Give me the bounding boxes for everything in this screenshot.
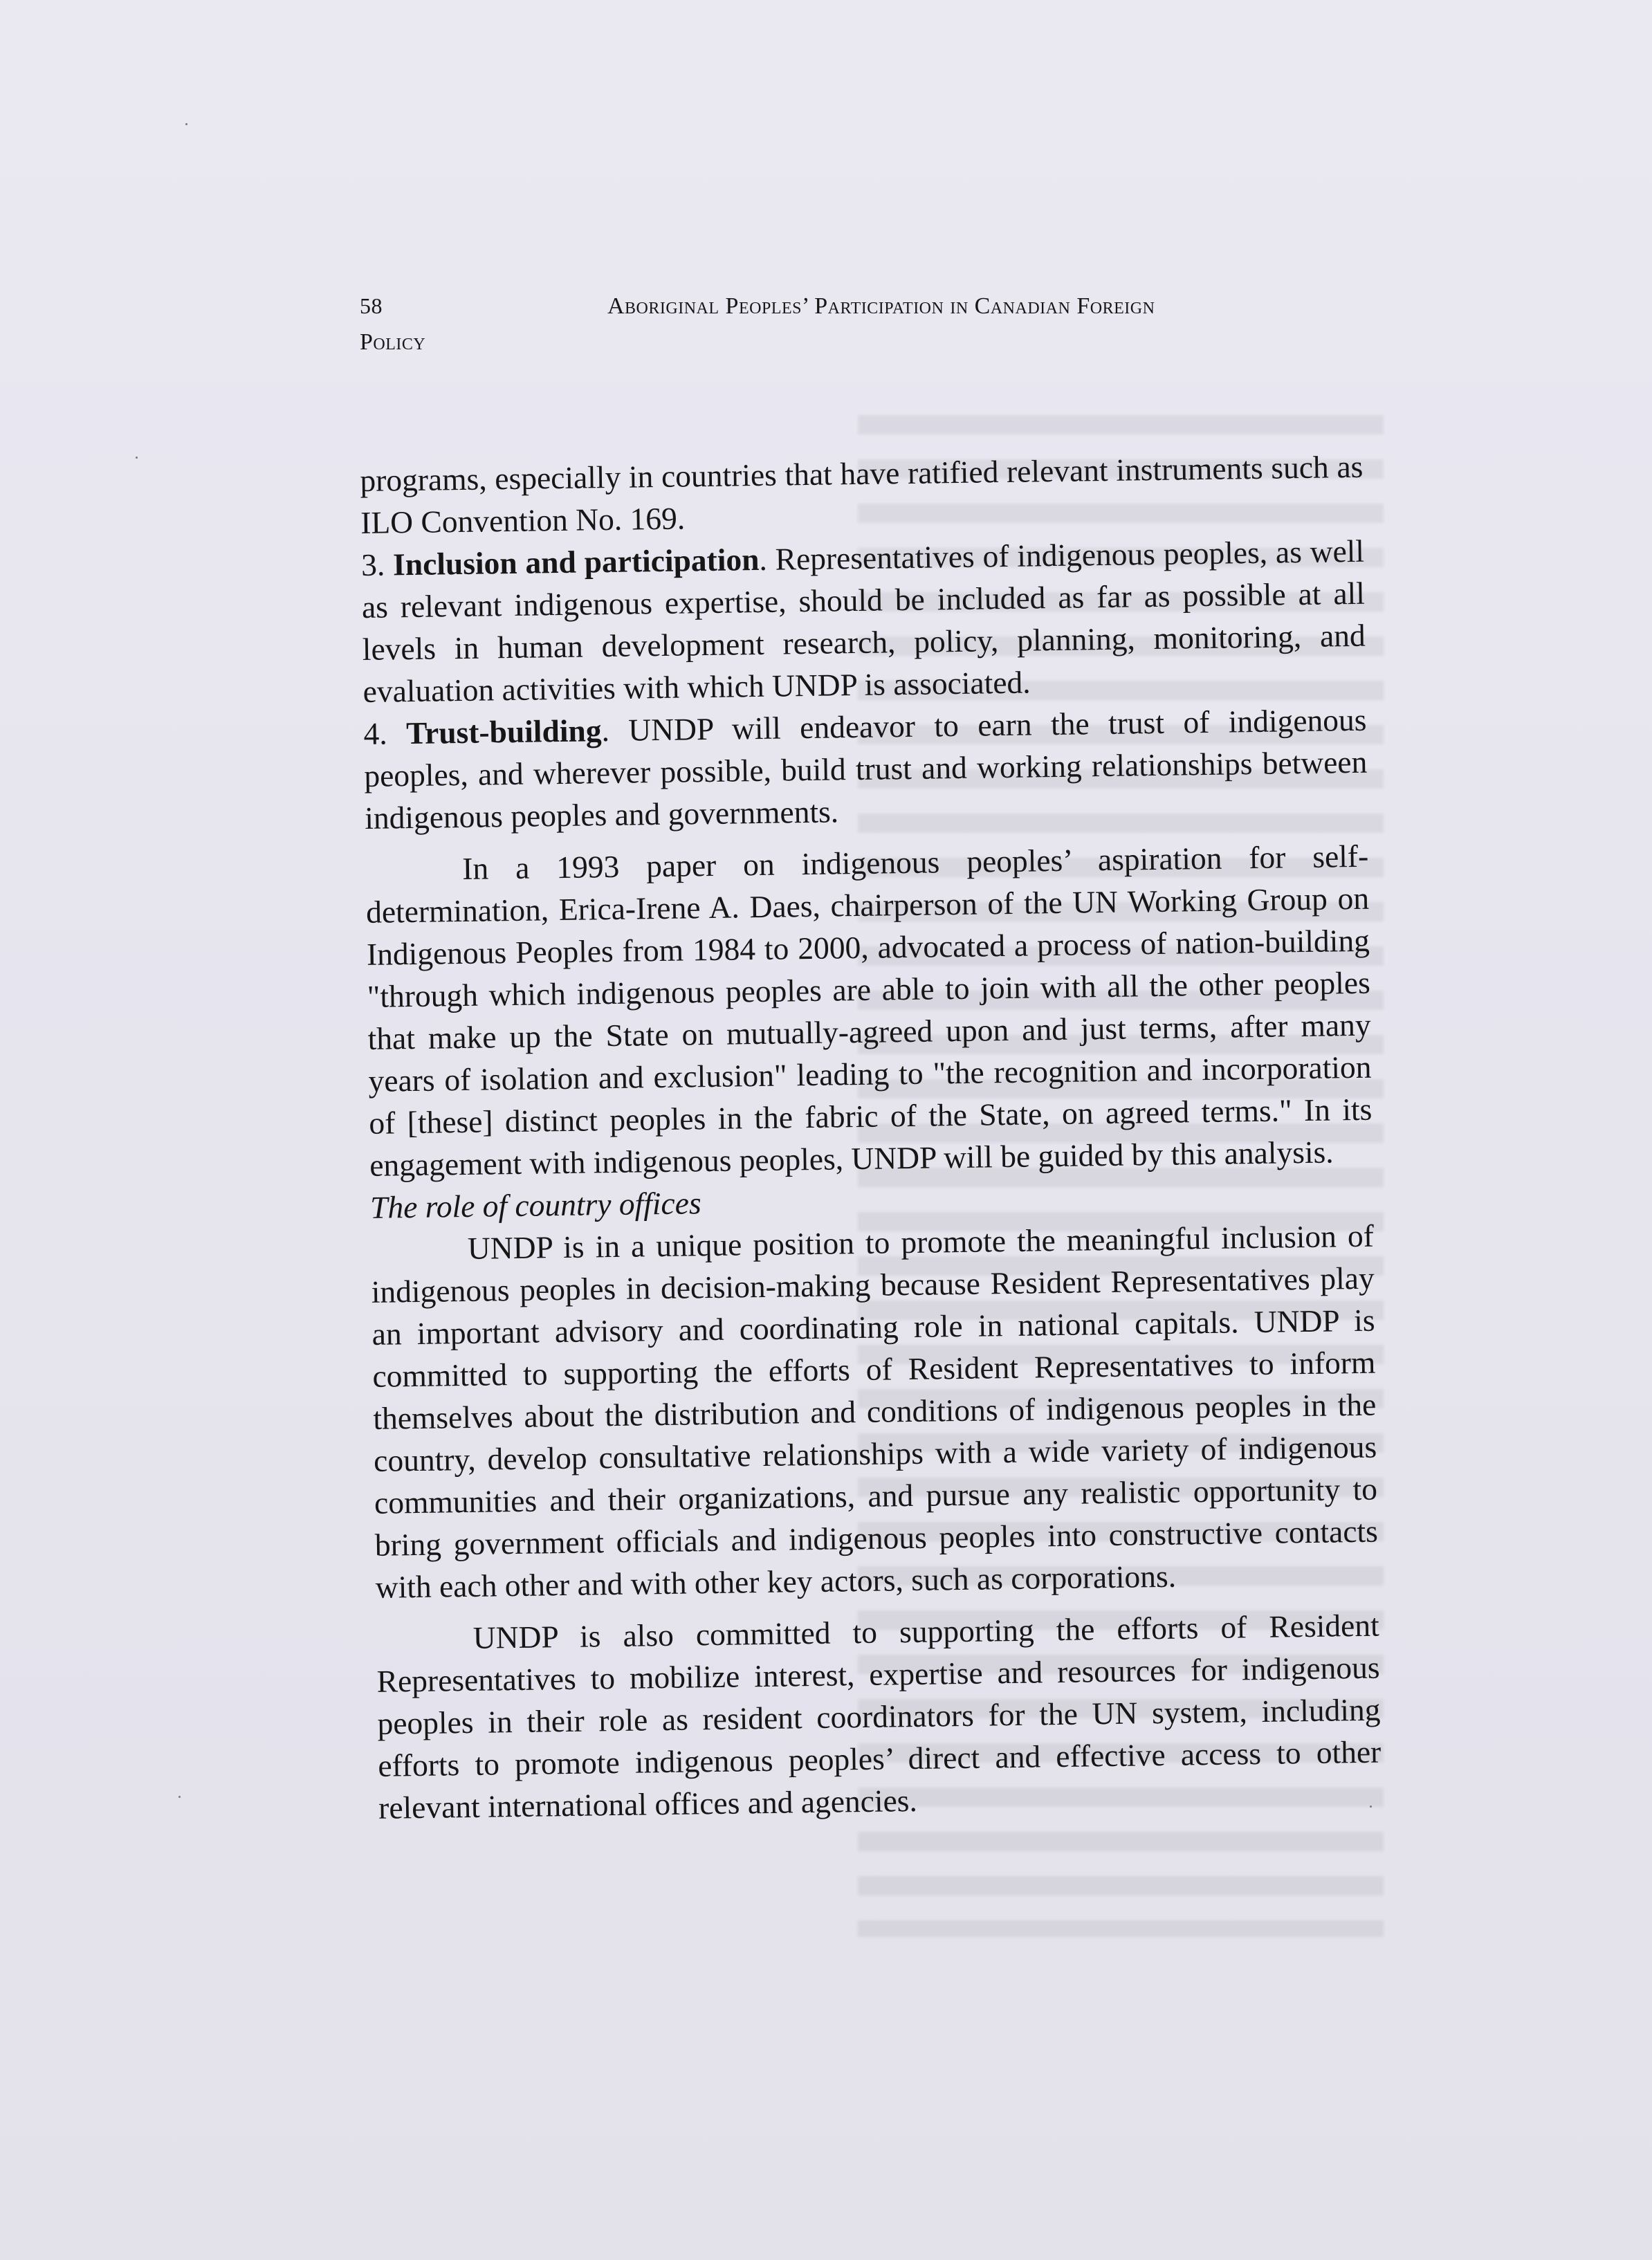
paragraph-country-offices: UNDP is in a unique position to promote the meaningful inclusion of indigenous peoples in decision-making because Resident Representatives play an important advisory and coordinating role in national capitals. UNDP is committed to supporting the efforts of Resident Representatives to inform themselves about the distribution and conditions of indigenous peoples in the country, develop consultative relationships with a wide variety of indigenous communities and their organizations, and pursue any realistic opportunity to bring government officials and indigenous peoples into constructive contacts with each other and with other key actors, such as corporations. (371, 1218, 1379, 1605)
list-number: 4. (363, 715, 388, 751)
paragraph-daes: In a 1993 paper on indigenous peoples’ aspiration for self-determination, Erica-Irene A. Daes, chairperson of the UN Working Group on Indigenous Peoples from 1984 to 2000, advocated a process of nation-building "through which indigenous peoples are able to join with all the other peoples that make up the State on mutually-agreed upon and just terms, after many years of isolation and exclusion" leading to "the recognition and incorporation of [these] distinct peoples in the fabric of the State, on agreed terms." In its engagement with indigenous peoples, UNDP will be guided by this analysis. (365, 838, 1373, 1183)
running-title-continuation: Policy (360, 329, 426, 355)
list-item-text: . Representatives of indigenous peoples, as well as relevant indigenous expertise, should be included as far as possible at all levels in human development research, policy, planning, monitoring, and evaluation activities with which UNDP is associated. (361, 533, 1366, 709)
paragraph-programs: programs, especially in countries that have ratified relevant instruments such as ILO Convention No. 169. (360, 448, 1364, 540)
list-item-text: . UNDP will endeavor to earn the trust of indigenous peoples, and wherever possible, build trust and working relationships between indigenous peoples and governments. (364, 701, 1368, 836)
running-title: Aboriginal Peoples’ Participation in Canadian Foreign (607, 293, 1155, 319)
section-subheading: The role of country offices (369, 1185, 701, 1225)
list-item-3 (361, 530, 1366, 713)
dust-speck (185, 123, 187, 125)
list-item-4 (363, 699, 1368, 839)
body-text (360, 445, 1382, 1829)
dust-speck (136, 457, 138, 459)
page-number: 58 (360, 293, 383, 318)
paragraph-resident-coordinators: UNDP is also committed to supporting the efforts of Resident Representatives to mobilize interest, expertise and resources for indigenous peoples in their role as resident coordinators for the UN system, including efforts to promote indigenous peoples’ direct and effective access to other relevant international offices and agencies. (376, 1607, 1382, 1826)
list-item-heading: Inclusion and participation (392, 541, 760, 582)
list-item-heading: Trust-building (405, 713, 602, 751)
list-number: 3. (360, 546, 385, 582)
dust-speck (178, 1796, 181, 1798)
